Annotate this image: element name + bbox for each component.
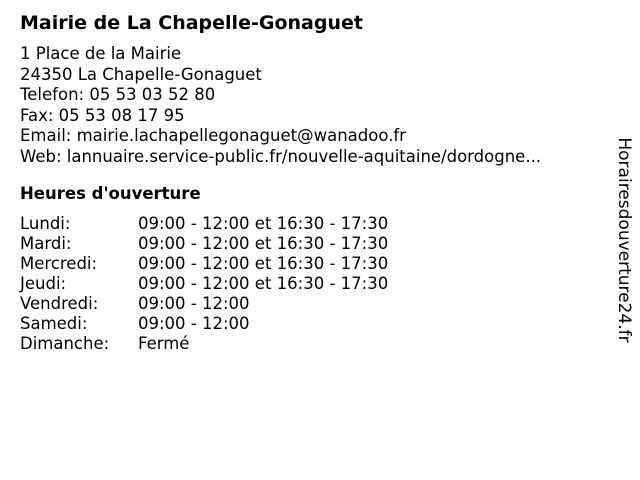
day-label: Samedi: <box>20 314 88 333</box>
opening-hours-heading: Heures d'ouverture <box>20 184 201 203</box>
hours-row-sunday <box>20 334 388 354</box>
day-label: Jeudi: <box>20 274 67 293</box>
time-value: 09:00 - 12:00 <box>138 294 250 313</box>
fax-number: Fax: 05 53 08 17 95 <box>20 105 185 125</box>
address-line-2: 24350 La Chapelle-Gonaguet <box>20 64 262 84</box>
website-url: Web: lannuaire.service-public.fr/nouvelle-aquitaine/dordogne... <box>20 146 542 166</box>
contact-info <box>20 44 541 167</box>
time-value: 09:00 - 12:00 et 16:30 - 17:30 <box>138 214 389 233</box>
phone-number: Telefon: 05 53 03 52 80 <box>20 85 216 104</box>
hours-row-wednesday <box>20 254 388 274</box>
day-label: Lundi: <box>20 214 71 233</box>
page-title: Mairie de La Chapelle-Gonaguet <box>20 12 363 34</box>
time-value: 09:00 - 12:00 <box>138 314 250 333</box>
hours-row-thursday <box>20 274 388 294</box>
time-value: 09:00 - 12:00 et 16:30 - 17:30 <box>138 234 389 253</box>
hours-row-friday <box>20 294 388 314</box>
site-watermark: Horairesdouverture24.fr <box>614 137 634 343</box>
hours-row-tuesday <box>20 234 388 254</box>
day-label: Mercredi: <box>20 254 98 273</box>
day-label: Mardi: <box>20 234 72 253</box>
time-value: Fermé <box>138 334 190 353</box>
time-value: 09:00 - 12:00 et 16:30 - 17:30 <box>138 254 389 273</box>
opening-hours-table <box>20 214 388 354</box>
time-value: 09:00 - 12:00 et 16:30 - 17:30 <box>138 274 389 293</box>
hours-row-saturday <box>20 314 388 334</box>
hours-row-monday <box>20 214 388 234</box>
email-address: Email: mairie.lachapellegonaguet@wanadoo.fr <box>20 126 406 145</box>
address-line-1: 1 Place de la Mairie <box>20 44 182 63</box>
day-label: Dimanche: <box>20 334 110 353</box>
day-label: Vendredi: <box>20 294 99 313</box>
